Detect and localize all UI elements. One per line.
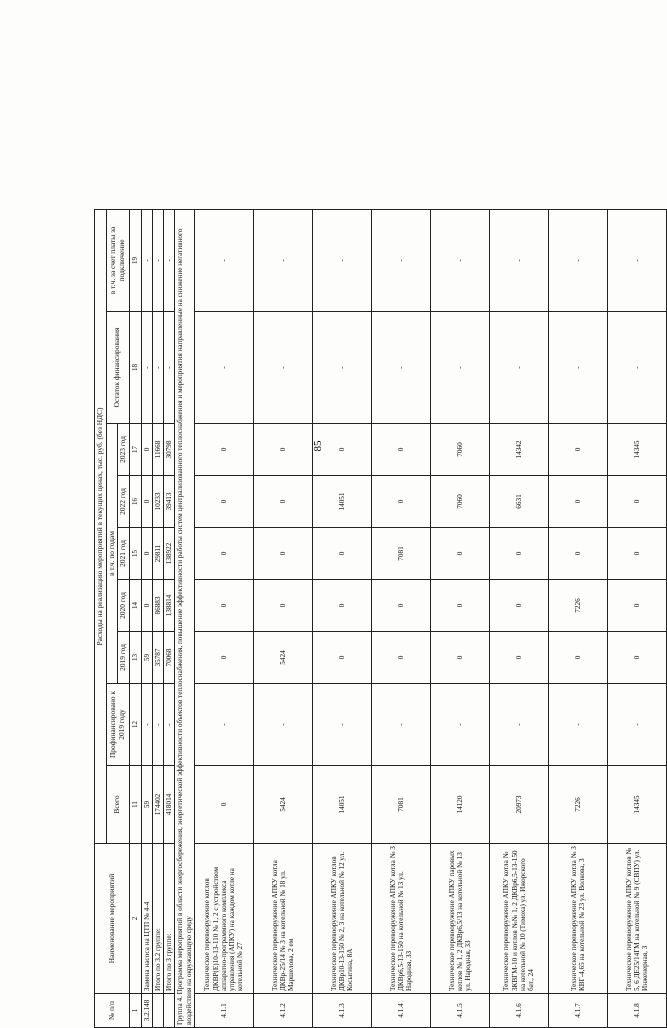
cell-y2020: 0 <box>194 580 253 632</box>
index-cell: 18 <box>129 312 141 424</box>
cell-y2020: 138814 <box>164 580 175 632</box>
cell-y2022: 0 <box>253 476 312 528</box>
cell-y2023: 0 <box>548 424 607 476</box>
cell-financed: - <box>548 684 607 766</box>
table-row <box>430 209 489 1027</box>
cell-y2019: 0 <box>607 632 666 684</box>
header-row-1 <box>95 209 107 1027</box>
header-name: Наименование мероприятий <box>95 844 130 994</box>
cell-y2020: 86883 <box>152 580 163 632</box>
cell-connection: - <box>164 209 175 311</box>
cell-num <box>164 994 175 1028</box>
header-year-2019: 2019 год <box>118 632 130 684</box>
cell-y2021: 0 <box>607 528 666 580</box>
page-number: 85 <box>312 440 324 452</box>
index-cell: 2 <box>129 844 141 994</box>
cell-total: 418014 <box>164 766 175 844</box>
cell-financed: - <box>371 684 430 766</box>
cell-connection: - <box>548 209 607 311</box>
cell-num: 4.1.1 <box>194 994 253 1028</box>
header-years-group: в т.ч. по годам <box>106 424 118 684</box>
cell-y2022: 7060 <box>430 476 489 528</box>
cell-financed: - <box>194 684 253 766</box>
index-cell: 16 <box>129 476 141 528</box>
cell-financed: - <box>430 684 489 766</box>
cell-y2022: 10233 <box>152 476 163 528</box>
header-total: Всего <box>106 766 129 844</box>
table-row <box>548 209 607 1027</box>
cell-remainder: - <box>607 312 666 424</box>
cell-total: 174402 <box>152 766 163 844</box>
cell-name: Итого по 3.2 группе: <box>152 844 163 994</box>
cell-y2022: 0 <box>194 476 253 528</box>
cell-num <box>152 994 163 1028</box>
summary-row <box>164 209 175 1027</box>
summary-row <box>141 209 152 1027</box>
cell-y2021: 0 <box>430 528 489 580</box>
cell-financed: - <box>152 684 163 766</box>
cell-y2021: 0 <box>489 528 548 580</box>
cell-name: Техническое перевооружение АПКУ паровых котлов № 1, 2 ДКВр6,5/13 на котельной № 13 ул. Народная, 33 <box>430 844 489 994</box>
cell-financed: - <box>141 684 152 766</box>
cell-connection: - <box>141 209 152 311</box>
cell-y2019: 5424 <box>253 632 312 684</box>
cell-y2019: 59 <box>141 632 152 684</box>
cell-remainder: - <box>489 312 548 424</box>
cell-y2019: 0 <box>194 632 253 684</box>
cell-y2021: 0 <box>548 528 607 580</box>
cell-financed: - <box>607 684 666 766</box>
cell-total: 14120 <box>430 766 489 844</box>
cell-connection: - <box>489 209 548 311</box>
header-year-2020: 2020 год <box>118 580 130 632</box>
index-row <box>129 209 141 1027</box>
cell-y2022: 0 <box>607 476 666 528</box>
cell-total: 59 <box>141 766 152 844</box>
index-cell: 17 <box>129 424 141 476</box>
cell-y2023: 14345 <box>607 424 666 476</box>
cell-connection: - <box>312 209 371 311</box>
cell-total: 0 <box>194 766 253 844</box>
cell-connection: - <box>430 209 489 311</box>
cell-total: 20973 <box>489 766 548 844</box>
cell-num: 4.1.3 <box>312 994 371 1028</box>
cell-y2023: 0 <box>253 424 312 476</box>
cell-num: 4.1.8 <box>607 994 666 1028</box>
cell-num: 4.1.7 <box>548 994 607 1028</box>
cell-y2020: 0 <box>607 580 666 632</box>
cell-name: Техническое перевооружение АПКУ котлов ДКВр10-13-150 № 2, 3 на котельной № 12 ул. Косыгина, 8А <box>312 844 371 994</box>
cell-remainder: - <box>312 312 371 424</box>
rotated-table-wrapper <box>94 210 650 1028</box>
cell-num: 4.1.4 <box>371 994 430 1028</box>
cell-connection: - <box>253 209 312 311</box>
cell-num: 4.1.5 <box>430 994 489 1028</box>
cell-y2023: 30798 <box>164 424 175 476</box>
header-remainder: Остаток финансирования <box>106 312 129 424</box>
cell-y2019: 0 <box>548 632 607 684</box>
index-cell: 1 <box>129 994 141 1028</box>
cell-name: Итого по 3 группе: <box>164 844 175 994</box>
cell-num: 3.2.148 <box>141 994 152 1028</box>
index-cell: 13 <box>129 632 141 684</box>
cell-remainder: - <box>430 312 489 424</box>
cell-total: 5424 <box>253 766 312 844</box>
cell-num: 4.1.6 <box>489 994 548 1028</box>
index-cell: 11 <box>129 766 141 844</box>
cell-y2023: 0 <box>141 424 152 476</box>
group-title-row <box>175 209 195 1027</box>
cell-total: 7226 <box>548 766 607 844</box>
index-cell: 12 <box>129 684 141 766</box>
group-title: Группа 4. Программа мероприятий в области энергосбережения, энергетической эффективности объектов теплоснабжения, повышение эффективности работы систем централизованного теплоснабжения и мероприятия направленные на снижение негативного воздействия на окружающую среду <box>175 209 195 1027</box>
header-connection: в т.ч. за счет платы за подключение <box>106 209 129 311</box>
cell-name: Техническое перевооружение котлов ДКВР(Е)10-13-110 № 1, 2 с устройством аппаратно-программного комплекса управления (АПКУ) на каждом котле на котельной № 27 <box>194 844 253 994</box>
cell-y2019: 35787 <box>152 632 163 684</box>
header-year-2022: 2022 год <box>118 476 130 528</box>
index-cell: 15 <box>129 528 141 580</box>
cell-y2022: 6631 <box>489 476 548 528</box>
cell-connection: - <box>371 209 430 311</box>
cell-remainder: - <box>164 312 175 424</box>
cell-total: 14051 <box>312 766 371 844</box>
cell-y2021: 0 <box>312 528 371 580</box>
cell-y2021: 0 <box>141 528 152 580</box>
cell-y2020: 0 <box>141 580 152 632</box>
table-row <box>371 209 430 1027</box>
cell-financed: - <box>489 684 548 766</box>
cell-connection: - <box>194 209 253 311</box>
cell-y2022: 39413 <box>164 476 175 528</box>
table-row <box>607 209 666 1027</box>
cell-y2021: 0 <box>253 528 312 580</box>
table-row <box>253 209 312 1027</box>
cell-y2023: 11668 <box>152 424 163 476</box>
cell-remainder: - <box>548 312 607 424</box>
header-year-2023: 2023 год <box>118 424 130 476</box>
cell-financed: - <box>312 684 371 766</box>
cell-name: Техническое перевооружение АПКУ котла № 3 ДКВр6,5-13-150 на котельной № 13 ул. Народная, 33 <box>371 844 430 994</box>
cell-y2022: 14051 <box>312 476 371 528</box>
cell-remainder: - <box>141 312 152 424</box>
cell-y2019: 0 <box>312 632 371 684</box>
cell-y2019: 0 <box>489 632 548 684</box>
cell-y2019: 70068 <box>164 632 175 684</box>
cell-name: Техническое перевооружение АПКУ котла ДКВр-25/14 № 3 на котельной № 18 ул. Маршелова, 2 ем <box>253 844 312 994</box>
cell-num: 4.1.2 <box>253 994 312 1028</box>
cell-name: Техническое перевооружение АПКУ котлов № 5, 6 ДЕ25/14ГМ на котельной № 9 (СВПУ) ул. Инженерная, 3 <box>607 844 666 994</box>
cell-financed: - <box>164 684 175 766</box>
cell-remainder: - <box>253 312 312 424</box>
cell-y2020: 0 <box>430 580 489 632</box>
cell-remainder: - <box>152 312 163 424</box>
cell-connection: - <box>607 209 666 311</box>
index-cell: 14 <box>129 580 141 632</box>
cell-total: 7081 <box>371 766 430 844</box>
cell-financed: - <box>253 684 312 766</box>
cell-y2020: 0 <box>489 580 548 632</box>
summary-row <box>152 209 163 1027</box>
cell-y2021: 138922 <box>164 528 175 580</box>
cell-y2022: 0 <box>548 476 607 528</box>
cell-y2019: 0 <box>430 632 489 684</box>
cell-name: Замена насоса на ЦТП № 4-4 <box>141 844 152 994</box>
cell-y2020: 0 <box>253 580 312 632</box>
cell-total: 14345 <box>607 766 666 844</box>
cell-y2022: 0 <box>371 476 430 528</box>
cell-y2023: 0 <box>371 424 430 476</box>
cell-remainder: - <box>371 312 430 424</box>
header-financed: Профинансировано к 2019 году <box>106 684 129 766</box>
cell-y2023: 7060 <box>430 424 489 476</box>
cell-y2023: 0 <box>312 424 371 476</box>
cell-y2023: 0 <box>194 424 253 476</box>
cell-y2020: 0 <box>312 580 371 632</box>
cell-y2021: 0 <box>194 528 253 580</box>
cell-y2020: 0 <box>371 580 430 632</box>
table-row <box>489 209 548 1027</box>
header-num: № п/п <box>95 994 130 1028</box>
table-row <box>194 209 253 1027</box>
cell-y2021: 29811 <box>152 528 163 580</box>
cell-name: Техническое перевооружение АПКУ котла № 3КВГМ-10 и котлов №№ 1, 2 ДКВр6,5-13-150 на котельной № 10 (Тимоха) ул. Ижорского бат., 24 <box>489 844 548 994</box>
expenses-table <box>94 209 667 1028</box>
cell-y2021: 7081 <box>371 528 430 580</box>
cell-y2019: 0 <box>371 632 430 684</box>
cell-remainder: - <box>194 312 253 424</box>
cell-connection: - <box>152 209 163 311</box>
cell-y2020: 7226 <box>548 580 607 632</box>
cell-name: Техническое перевооружение АПКУ котла № 3 КВГ-4,65 на котельной № 23 ул. Волкова, 3 <box>548 844 607 994</box>
table-row <box>312 209 371 1027</box>
header-year-2021: 2021 год <box>118 528 130 580</box>
index-cell: 19 <box>129 209 141 311</box>
header-expenses: Расходы на реализацию мероприятий в текущих ценах, тыс. руб. (без НДС) <box>95 209 107 843</box>
cell-y2022: 0 <box>141 476 152 528</box>
cell-y2023: 14342 <box>489 424 548 476</box>
